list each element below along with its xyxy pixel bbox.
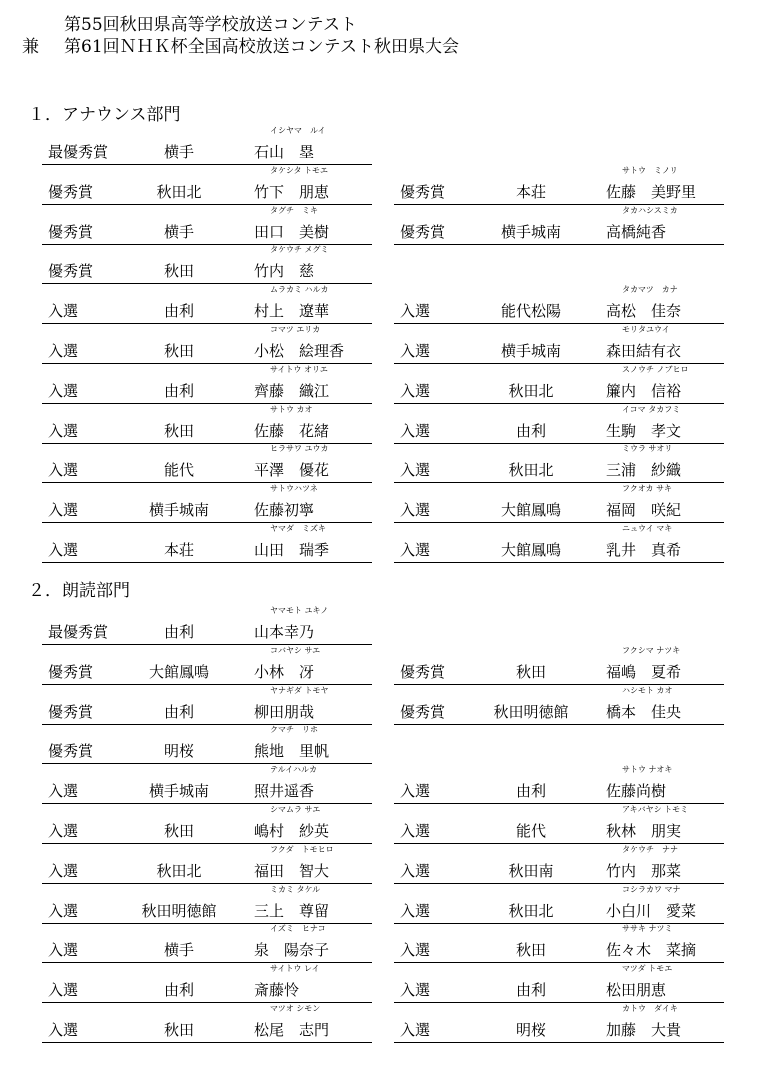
student-name: 熊地 里帆 [254, 742, 330, 761]
school-name: 横手城南 [148, 782, 209, 801]
student-name: 村上 遼華 [254, 302, 330, 321]
award-entry [394, 763, 724, 804]
award-entry [42, 204, 372, 245]
school-name: 由利 [163, 981, 194, 1000]
award-entry [42, 1002, 372, 1043]
award-entry [394, 1002, 724, 1043]
school-name: 秋田北 [156, 861, 202, 880]
school-name: 明桜 [163, 742, 194, 761]
award-entry [42, 323, 372, 364]
award-entry [42, 922, 372, 963]
student-name: 松尾 志門 [254, 1021, 330, 1039]
school-name: 秋田 [515, 662, 546, 681]
furigana-reading: マツオ シモン [270, 1004, 321, 1013]
furigana-reading: コシラカワ マナ [622, 884, 681, 894]
furigana-reading: フクダ トモヒロ [270, 844, 334, 854]
award-entry [394, 644, 724, 685]
school-name: 大館鳳鳴 [500, 541, 561, 559]
student-name: 竹内 那菜 [606, 861, 682, 880]
student-name: 佐々木 菜摘 [606, 941, 697, 960]
award-label: 入選 [400, 302, 431, 321]
school-name: 秋田北 [508, 381, 554, 400]
furigana-reading: フクオカ サキ [622, 484, 673, 494]
student-name: 竹内 慈 [254, 262, 315, 281]
school-name: 能代 [515, 822, 546, 840]
school-name: 由利 [515, 782, 546, 801]
student-name: 高松 佳奈 [606, 302, 682, 321]
furigana-reading: ミウラ サオリ [622, 444, 673, 454]
award-label: 入選 [48, 302, 79, 321]
school-name: 大館鳳鳴 [148, 662, 209, 681]
student-name: 照井遥香 [254, 782, 315, 801]
award-entry [42, 403, 372, 444]
header-line-2 [22, 36, 459, 58]
furigana-reading: サイトウ レイ [270, 964, 320, 974]
student-name: 小松 絵理香 [254, 342, 345, 360]
award-entry [42, 124, 372, 165]
student-name: 田口 美樹 [254, 222, 330, 241]
furigana-reading: イコマ タカフミ [622, 404, 681, 414]
furigana-reading: テルイハルカ [270, 765, 318, 775]
award-label: 最優秀賞 [48, 623, 109, 641]
award-entry [42, 962, 372, 1003]
student-name: 佐藤 美野里 [606, 182, 697, 201]
award-label: 入選 [48, 861, 79, 880]
student-name: 三浦 紗織 [606, 461, 682, 480]
school-name: 由利 [515, 421, 546, 440]
award-label: 入選 [400, 822, 431, 840]
student-name: 佐藤尚樹 [606, 782, 667, 801]
furigana-reading: シマムラ サエ [270, 805, 321, 814]
school-name: 横手城南 [500, 342, 561, 360]
school-name: 本荘 [163, 541, 194, 559]
furigana-reading: サトウ ミノリ [622, 165, 678, 175]
contest-subtitle: 第61回ＮＨＫ杯全国高校放送コンテスト秋田県大会 [64, 37, 459, 57]
award-label: 入選 [400, 501, 431, 520]
furigana-reading: ヤマモト ユキノ [270, 606, 329, 615]
furigana-reading: ムラカミ ハルカ [270, 285, 329, 295]
student-name: 福嶋 夏希 [606, 662, 682, 681]
award-entry [394, 883, 724, 924]
document-header [22, 14, 459, 58]
student-name: 小白川 愛菜 [606, 901, 697, 920]
student-name: 加藤 大貴 [606, 1021, 682, 1039]
award-label: 入選 [48, 941, 79, 960]
student-name: 簾内 信裕 [606, 381, 682, 400]
student-name: 秋林 朋実 [606, 822, 682, 840]
award-label: 入選 [48, 901, 79, 920]
contest-title: 第55回秋田県高等学校放送コンテスト [64, 15, 357, 35]
award-entry [42, 803, 372, 844]
award-entry [394, 684, 724, 725]
award-entry [394, 922, 724, 963]
award-entry [394, 843, 724, 884]
award-label: 優秀賞 [400, 182, 446, 201]
student-name: 泉 陽奈子 [254, 941, 330, 960]
award-entry [42, 482, 372, 523]
award-entry [394, 403, 724, 444]
furigana-reading: ハシモト カオ [622, 685, 673, 695]
award-label: 入選 [400, 381, 431, 400]
furigana-reading: イズミ ヒナコ [270, 924, 326, 934]
school-name: 本荘 [515, 182, 546, 201]
student-name: 竹下 朋恵 [254, 182, 330, 201]
award-entry [394, 803, 724, 844]
award-label: 最優秀賞 [48, 143, 109, 161]
award-entry [42, 363, 372, 404]
school-name: 能代松陽 [500, 302, 561, 321]
school-name: 明桜 [515, 1021, 546, 1039]
furigana-reading: サイトウ オリエ [270, 364, 328, 374]
student-name: 山田 瑞季 [254, 541, 330, 559]
award-entry [42, 522, 372, 563]
student-name: 橋本 佳央 [606, 702, 682, 721]
school-name: 秋田明徳館 [493, 702, 569, 721]
student-name: 福岡 咲紀 [606, 501, 682, 520]
furigana-reading: タカマツ カナ [622, 285, 678, 295]
award-entry [394, 204, 724, 245]
furigana-reading: ヤナギダ トモヤ [270, 685, 329, 695]
school-name: 横手城南 [148, 501, 209, 520]
award-entry [42, 723, 372, 764]
student-name: 高橋純香 [606, 222, 667, 241]
furigana-reading: マツダ トモエ [622, 964, 673, 974]
award-label: 優秀賞 [48, 262, 94, 281]
student-name: 平澤 優花 [254, 461, 330, 480]
school-name: 秋田 [515, 941, 546, 960]
school-name: 秋田 [163, 1021, 194, 1039]
furigana-reading: コマツ エリカ [270, 325, 321, 334]
school-name: 秋田 [163, 822, 194, 840]
furigana-reading: イシヤマ ルイ [270, 126, 326, 135]
student-name: 三上 尊留 [254, 901, 330, 920]
school-name: 由利 [515, 981, 546, 1000]
award-entry [394, 962, 724, 1003]
award-entry [42, 283, 372, 324]
award-label: 優秀賞 [48, 662, 94, 681]
award-entry [42, 883, 372, 924]
school-name: 秋田北 [508, 901, 554, 920]
award-label: 入選 [400, 1021, 431, 1039]
award-label: 入選 [48, 981, 79, 1000]
award-entry [394, 522, 724, 563]
furigana-reading: タグチ ミキ [270, 205, 318, 215]
furigana-reading: タケシタ トモエ [270, 165, 329, 175]
student-name: 石山 塁 [254, 143, 315, 161]
student-name: 柳田朋哉 [254, 702, 315, 721]
award-label: 入選 [48, 381, 79, 400]
award-label: 優秀賞 [48, 182, 94, 201]
school-name: 横手 [163, 222, 194, 241]
furigana-reading: コバヤシ サエ [270, 645, 321, 655]
section-title: ２．朗読部門 [28, 581, 130, 601]
award-entry [394, 442, 724, 483]
furigana-reading: アキバヤシ トモミ [622, 805, 689, 814]
award-label: 優秀賞 [400, 702, 446, 721]
furigana-reading: カトウ ダイキ [622, 1004, 678, 1013]
header-line-2-prefix: 兼 [22, 37, 39, 57]
award-label: 優秀賞 [48, 702, 94, 721]
school-name: 秋田 [163, 421, 194, 440]
student-name: 森田結有衣 [606, 342, 682, 360]
furigana-reading: フクシマ ナツキ [622, 645, 681, 655]
student-name: 生駒 孝文 [606, 421, 682, 440]
school-name: 能代 [163, 461, 194, 480]
furigana-reading: クマチ リホ [270, 725, 318, 735]
student-name: 佐藤初寧 [254, 501, 315, 520]
furigana-reading: サトウ カオ [270, 404, 313, 414]
school-name: 秋田 [163, 262, 194, 281]
award-label: 入選 [400, 941, 431, 960]
school-name: 秋田北 [508, 461, 554, 480]
header-line-1 [22, 14, 459, 36]
award-label: 入選 [48, 541, 79, 559]
award-label: 入選 [400, 342, 431, 360]
award-entry [42, 763, 372, 804]
award-label: 入選 [48, 1021, 79, 1039]
student-name: 福田 智大 [254, 861, 330, 880]
student-name: 斎藤怜 [254, 981, 300, 1000]
furigana-reading: サトウハツネ [270, 484, 318, 494]
award-entry [42, 684, 372, 725]
award-entry [394, 323, 724, 364]
award-label: 優秀賞 [400, 222, 446, 241]
award-entry [42, 164, 372, 205]
school-name: 秋田明徳館 [141, 901, 217, 920]
award-label: 入選 [48, 342, 79, 360]
award-entry [42, 604, 372, 645]
award-label: 入選 [48, 822, 79, 840]
furigana-reading: ミカミ タケル [270, 884, 321, 894]
furigana-reading: ヤマダ ミズキ [270, 524, 326, 533]
student-name: 佐藤 花緒 [254, 421, 330, 440]
award-label: 入選 [48, 501, 79, 520]
school-name: 横手城南 [500, 222, 561, 241]
school-name: 横手 [163, 941, 194, 960]
student-name: 小林 冴 [254, 662, 315, 681]
header-line-1-prefix [22, 14, 64, 36]
award-entry [42, 442, 372, 483]
school-name: 由利 [163, 702, 194, 721]
furigana-reading: ササキ ナツミ [622, 924, 673, 934]
school-name: 由利 [163, 381, 194, 400]
award-label: 入選 [400, 981, 431, 1000]
award-label: 入選 [400, 861, 431, 880]
award-label: 入選 [48, 421, 79, 440]
student-name: 山本幸乃 [254, 623, 315, 641]
school-name: 由利 [163, 302, 194, 321]
school-name: 大館鳳鳴 [500, 501, 561, 520]
award-label: 優秀賞 [48, 222, 94, 241]
school-name: 由利 [163, 623, 194, 641]
furigana-reading: モリタユウイ [622, 325, 670, 334]
award-entry [394, 283, 724, 324]
award-label: 優秀賞 [48, 742, 94, 761]
award-entry [394, 482, 724, 523]
section-title: １．アナウンス部門 [28, 105, 181, 125]
award-label: 入選 [48, 782, 79, 801]
furigana-reading: サトウ ナオキ [622, 765, 673, 775]
award-entry [42, 843, 372, 884]
furigana-reading: タカハシスミカ [622, 205, 678, 215]
school-name: 秋田 [163, 342, 194, 360]
award-entry [394, 164, 724, 205]
school-name: 秋田北 [156, 182, 202, 201]
award-label: 入選 [400, 782, 431, 801]
student-name: 齊藤 織江 [254, 381, 330, 400]
furigana-reading: スノウチ ノブヒロ [622, 364, 689, 374]
furigana-reading: ヒラサワ ユウカ [270, 444, 329, 454]
award-label: 入選 [400, 421, 431, 440]
award-label: 入選 [400, 901, 431, 920]
award-label: 入選 [400, 461, 431, 480]
award-entry [42, 243, 372, 284]
award-label: 入選 [48, 461, 79, 480]
award-label: 入選 [400, 541, 431, 559]
student-name: 松田朋恵 [606, 981, 667, 1000]
award-label: 優秀賞 [400, 662, 446, 681]
furigana-reading: ニュウイ マキ [622, 524, 673, 533]
student-name: 嶋村 紗英 [254, 822, 330, 840]
award-entry [42, 644, 372, 685]
school-name: 秋田南 [508, 861, 554, 880]
furigana-reading: タケウチ メグミ [270, 245, 329, 255]
student-name: 乳井 真希 [606, 541, 682, 559]
award-entry [394, 363, 724, 404]
furigana-reading: タケウチ ナナ [622, 844, 678, 854]
school-name: 横手 [163, 143, 194, 161]
